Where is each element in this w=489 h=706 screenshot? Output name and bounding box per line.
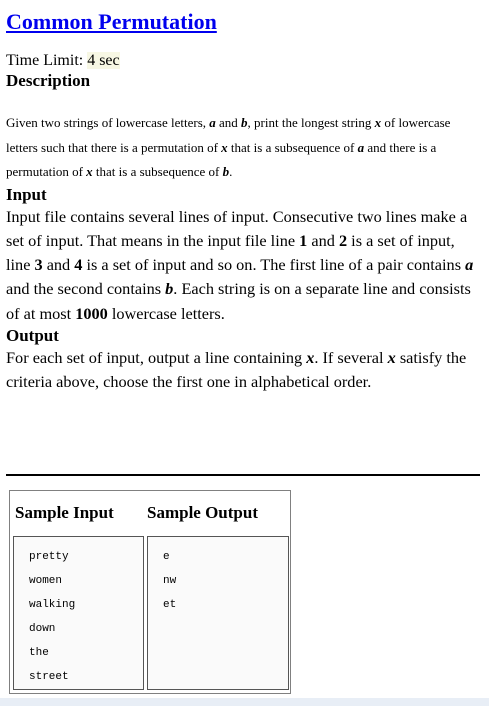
sample-input-cell <box>13 536 144 690</box>
problem-page <box>6 0 484 395</box>
variable-x: x <box>374 115 382 130</box>
sample-line: walking <box>29 599 76 611</box>
sample-output-lines <box>148 537 288 617</box>
description-heading: Description <box>6 71 91 90</box>
sample-input-lines <box>14 537 143 689</box>
sample-output-cell <box>147 536 289 690</box>
variable-x: x <box>387 347 396 367</box>
sample-line: et <box>163 599 177 611</box>
number-value: 1 <box>299 230 308 250</box>
sample-line: nw <box>163 575 177 587</box>
description-text: Given two strings of lowercase letters, a and b, print the longest string x of lowercase letters such that there is a permutation of x that is a subsequence of a and there is a permutation of x that is a subsequence of b. <box>6 115 451 179</box>
sample-line: down <box>29 623 56 635</box>
output-text: For each set of input, output a line containing x. If several x satisfy the criteria above, choose the first one in alphabetical order. <box>6 347 467 392</box>
output-heading: Output <box>6 325 59 345</box>
sample-line: the <box>29 647 49 659</box>
input-heading: Input <box>6 184 47 204</box>
number-value: 1000 <box>75 303 108 323</box>
number-value: 4 <box>74 255 83 275</box>
variable-a: a <box>209 115 216 130</box>
sample-line: pretty <box>29 551 69 563</box>
sample-line: e <box>163 551 170 563</box>
variable-b: b <box>165 279 174 299</box>
variable-b: b <box>222 164 230 179</box>
input-text: Input file contains several lines of input. Consecutive two lines make a set of input. That means in the input file line 1 and 2 is a set of input, line 3 and 4 is a set of input and so on. The first line of a pair contains a and the second contains b. Each string is on a separate line and consists of at most 1000 lowercase letters. <box>6 206 474 323</box>
sample-table <box>9 490 291 694</box>
time-limit <box>6 51 484 71</box>
variable-b: b <box>241 115 248 130</box>
number-value: 2 <box>338 230 348 250</box>
problem-title-link[interactable]: Common Permutation <box>6 9 217 34</box>
number-value: 3 <box>34 255 43 275</box>
time-limit-value: 4 sec <box>87 52 120 69</box>
sample-line: street <box>29 671 69 683</box>
variable-a: a <box>465 255 474 275</box>
variable-x: x <box>86 164 93 179</box>
variable-x: x <box>221 139 228 155</box>
variable-x: x <box>306 347 315 367</box>
time-limit-label: Time Limit: <box>6 52 84 69</box>
sample-line: women <box>29 575 63 587</box>
horizontal-rule <box>6 474 480 476</box>
window-bottom-edge <box>0 698 489 706</box>
variable-a: a <box>357 139 365 155</box>
sample-input-header: Sample Input <box>15 503 114 522</box>
page-title <box>6 0 484 35</box>
sample-output-header: Sample Output <box>147 503 258 522</box>
